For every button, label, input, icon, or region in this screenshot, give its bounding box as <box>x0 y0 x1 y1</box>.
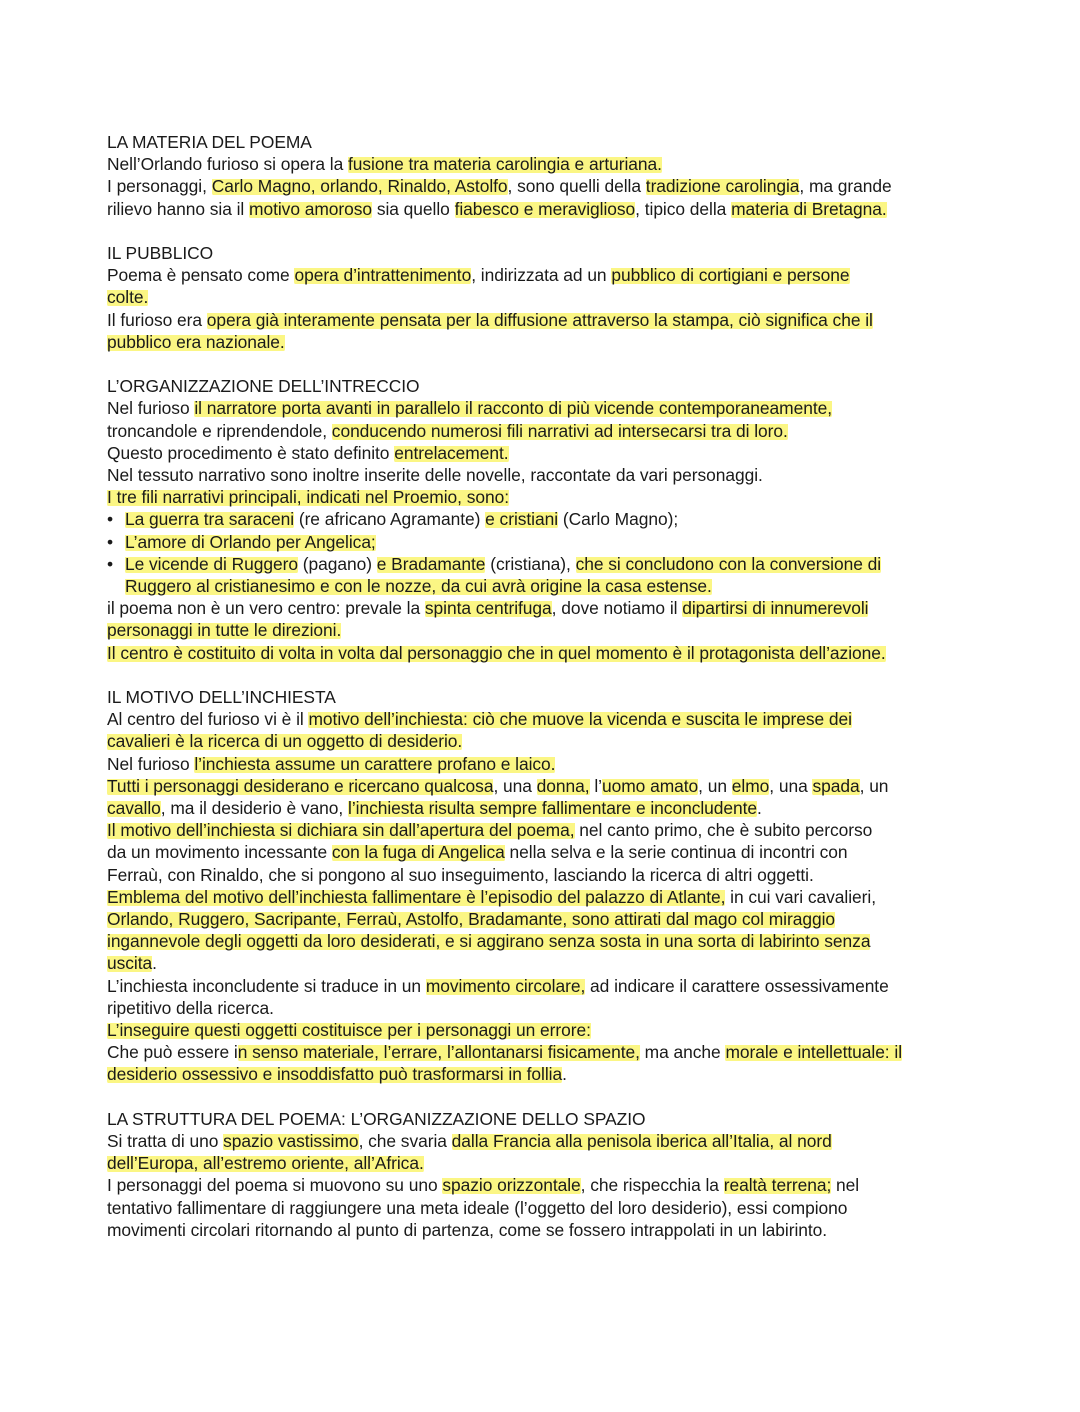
text-line <box>107 1152 987 1174</box>
highlighted-text: l’inchiesta risulta sempre fallimentare e inconcludente <box>348 798 758 819</box>
highlighted-text: Tutti i personaggi desiderano e ricercano qualcosa <box>107 775 494 796</box>
text-line <box>107 264 987 286</box>
text-line <box>107 1197 987 1219</box>
highlighted-text: Il motivo dell’inchiesta si dichiara sin dall’apertura del poema, <box>107 820 575 841</box>
text-line <box>107 753 987 775</box>
highlighted-text: I tre fili narrativi principali, indicati nel Proemio, sono: <box>107 487 509 508</box>
text-run: . <box>562 1064 567 1085</box>
text-run: , una <box>769 775 813 796</box>
text-run: nella selva e la serie continua di incontri con <box>504 842 848 863</box>
highlighted-text: opera già interamente pensata per la diffusione attraverso la stampa, ciò significa che il <box>206 309 873 330</box>
section-heading: L’ORGANIZZAZIONE DELL’INTRECCIO <box>107 376 420 397</box>
text-run: (cristiana), <box>485 553 576 574</box>
text-run: . <box>152 953 157 974</box>
text-line <box>107 775 987 797</box>
text-run: l’ <box>589 775 602 796</box>
highlighted-text: tradizione carolingia <box>645 176 800 197</box>
text-line <box>107 730 987 752</box>
highlighted-text: Carlo Magno, orlando, Rinaldo, Astolfo <box>211 176 508 197</box>
text-run: da un movimento incessante <box>107 842 332 863</box>
highlighted-text: che si concludono con la conversione di <box>575 553 882 574</box>
highlighted-text: conducendo numerosi fili narrativi ad intersecarsi tra di loro. <box>331 420 788 441</box>
text-line <box>107 997 987 1019</box>
text-run: , un <box>698 775 732 796</box>
text-line <box>107 708 987 730</box>
highlighted-text: dalla Francia alla penisola iberica all’Italia, al nord <box>451 1131 832 1152</box>
highlighted-text: Ruggero al cristianesimo e con le nozze, da cui avrà origine la casa estense. <box>125 576 712 597</box>
highlighted-text: cavalieri è la ricerca di un oggetto di desiderio. <box>107 731 463 752</box>
section-heading: LA MATERIA DEL POEMA <box>107 132 312 152</box>
highlighted-text: Le vicende di Ruggero <box>125 553 298 574</box>
bullet-item <box>107 553 987 575</box>
text-run: sia quello <box>372 198 455 219</box>
text-line <box>107 198 987 220</box>
section <box>107 686 987 1086</box>
text-line <box>107 420 987 442</box>
text-run: rilievo hanno sia il <box>107 198 250 219</box>
text-run: Che può essere i <box>107 1042 238 1063</box>
highlighted-text: pubblico di cortigiani e persone <box>611 265 850 286</box>
text-run: , che svaria <box>358 1131 452 1152</box>
text-run: , ma grande <box>799 176 892 197</box>
text-line <box>107 286 987 308</box>
text-run: , dove notiamo il <box>551 598 683 619</box>
highlighted-text: spazio vastissimo <box>223 1131 359 1152</box>
section-heading: LA STRUTTURA DEL POEMA: L’ORGANIZZAZIONE DELLO SPAZIO <box>107 1108 646 1129</box>
text-line <box>107 397 987 419</box>
highlighted-text: ingannevole degli oggetti da loro desiderati, e si aggirano senza sosta in una sorta di labirinto senza <box>107 931 871 952</box>
text-line <box>107 153 987 175</box>
text-run: , un <box>859 775 889 796</box>
text-run: Nell’Orlando furioso si opera la <box>107 154 348 175</box>
text-line <box>107 1174 987 1196</box>
highlighted-text: donna, <box>536 775 590 796</box>
section <box>107 375 987 664</box>
highlighted-text: realtà terrena; <box>723 1175 832 1196</box>
text-run: , che rispecchia la <box>580 1175 724 1196</box>
text-run: in cui vari cavalieri, <box>725 886 876 907</box>
text-run: nel <box>831 1175 860 1196</box>
text-run: Nel furioso <box>107 753 195 774</box>
text-run: Ferraù, con Rinaldo, che si pongono al suo inseguimento, lasciando la ricerca di altri oggetti. <box>107 864 814 885</box>
text-run: troncandole e riprendendole, <box>107 420 332 441</box>
text-line <box>107 331 987 353</box>
highlighted-text: spinta centrifuga <box>424 598 552 619</box>
text-line <box>107 819 987 841</box>
text-run: , tipico della <box>635 198 732 219</box>
text-run: Nel tessuto narrativo sono inoltre inserite delle novelle, raccontate da vari personaggi. <box>107 465 763 486</box>
text-line <box>107 952 987 974</box>
text-run: I personaggi, <box>107 176 212 197</box>
text-run: ma anche <box>639 1042 726 1063</box>
highlighted-text: e Bradamante <box>376 553 486 574</box>
bullet-item <box>107 508 987 530</box>
text-run: L’inchiesta inconcludente si traduce in un <box>107 975 426 996</box>
text-run: Nel furioso <box>107 398 195 419</box>
text-line <box>107 886 987 908</box>
highlighted-text: dell’Europa, all’estremo oriente, all’Africa. <box>107 1153 424 1174</box>
text-line <box>107 975 987 997</box>
highlighted-text: materia di Bretagna. <box>731 198 887 219</box>
text-run: , una <box>493 775 537 796</box>
highlighted-text: entrelacement. <box>394 442 509 463</box>
text-line <box>107 597 987 619</box>
text-run: . <box>757 798 762 819</box>
bullet-item <box>107 531 987 553</box>
highlighted-text: il narratore porta avanti in parallelo il racconto di più vicende contemporaneamente, <box>194 398 833 419</box>
highlighted-text: colte. <box>107 287 149 308</box>
highlighted-text: uscita <box>107 953 153 974</box>
highlighted-text: dipartirsi di innumerevoli <box>682 598 869 619</box>
highlighted-text: Orlando, Ruggero, Sacripante, Ferraù, Astolfo, Bradamante, sono attirati dal mago col miraggio <box>107 909 836 930</box>
text-line <box>107 1041 987 1063</box>
text-line <box>107 309 987 331</box>
highlighted-text: spazio orizzontale <box>442 1175 581 1196</box>
text-run: ad indicare il carattere ossessivamente <box>585 975 889 996</box>
highlighted-text: opera d’intrattenimento <box>294 265 472 286</box>
document-page <box>107 131 987 1263</box>
section <box>107 1108 987 1241</box>
highlighted-text: morale e intellettuale: il <box>725 1042 903 1063</box>
text-run: , indirizzata ad un <box>471 265 612 286</box>
text-run: Al centro del furioso vi è il <box>107 709 309 730</box>
highlighted-text: con la fuga di Angelica <box>331 842 505 863</box>
text-run: Questo procedimento è stato definito <box>107 442 395 463</box>
text-line <box>107 1019 987 1041</box>
text-run: , sono quelli della <box>507 176 646 197</box>
text-run: , ma il desiderio è vano, <box>160 798 348 819</box>
text-line <box>107 841 987 863</box>
highlighted-text: pubblico era nazionale. <box>107 331 285 352</box>
highlighted-text: n senso materiale, l’errare, l’allontanarsi fisicamente, <box>237 1042 640 1063</box>
text-line <box>107 486 987 508</box>
text-run: (re africano Agramante) <box>294 509 486 530</box>
highlighted-text: elmo <box>731 775 770 796</box>
highlighted-text: desiderio ossessivo e insoddisfatto può trasformarsi in follia <box>107 1064 563 1085</box>
text-line <box>107 1219 987 1241</box>
text-run: il poema non è un vero centro: prevale la <box>107 598 425 619</box>
text-run: Si tratta di uno <box>107 1131 224 1152</box>
highlighted-text: L’inseguire questi oggetti costituisce per i personaggi un errore: <box>107 1020 591 1041</box>
highlighted-text: motivo amoroso <box>249 198 373 219</box>
highlighted-text: spada <box>812 775 860 796</box>
highlighted-text: fusione tra materia carolingia e arturiana. <box>347 154 662 175</box>
text-run: Il furioso era <box>107 309 207 330</box>
highlighted-text: fiabesco e meraviglioso <box>454 198 636 219</box>
highlighted-text: La guerra tra saraceni <box>125 509 295 530</box>
highlighted-text: personaggi in tutte le direzioni. <box>107 620 342 641</box>
text-line <box>107 575 987 597</box>
text-run: (pagano) <box>297 553 377 574</box>
section <box>107 242 987 353</box>
text-run: I personaggi del poema si muovono su uno <box>107 1175 443 1196</box>
text-run: nel canto primo, che è subito percorso <box>574 820 873 841</box>
section <box>107 131 987 220</box>
highlighted-text: Il centro è costituito di volta in volta dal personaggio che in quel momento è il protagonista dell’azione. <box>107 642 886 663</box>
text-run: ripetitivo della ricerca. <box>107 997 274 1018</box>
text-line <box>107 908 987 930</box>
text-line <box>107 864 987 886</box>
text-line <box>107 442 987 464</box>
highlighted-text: L’amore di Orlando per Angelica; <box>125 531 376 552</box>
highlighted-text: motivo dell’inchiesta: ciò che muove la vicenda e suscita le imprese dei <box>308 709 852 730</box>
text-line <box>107 1130 987 1152</box>
text-line <box>107 175 987 197</box>
highlighted-text: uomo amato <box>602 775 699 796</box>
text-line <box>107 797 987 819</box>
highlighted-text: e cristiani <box>485 509 559 530</box>
text-run: Poema è pensato come <box>107 265 295 286</box>
text-line <box>107 619 987 641</box>
section-heading: IL PUBBLICO <box>107 243 214 263</box>
text-line <box>107 930 987 952</box>
text-run: movimenti circolari ritornando al punto di partenza, come se fossero intrappolati in un labirinto. <box>107 1219 828 1240</box>
text-line <box>107 464 987 486</box>
highlighted-text: cavallo <box>107 798 161 819</box>
text-run: (Carlo Magno); <box>558 509 679 530</box>
highlighted-text: l’inchiesta assume un carattere profano e laico. <box>194 753 556 774</box>
text-run: tentativo fallimentare di raggiungere una meta ideale (l’oggetto del loro desiderio), essi compiono <box>107 1197 848 1218</box>
text-line <box>107 1063 987 1085</box>
section-heading: IL MOTIVO DELL’INCHIESTA <box>107 687 336 708</box>
text-line <box>107 642 987 664</box>
highlighted-text: movimento circolare, <box>425 975 586 996</box>
highlighted-text: Emblema del motivo dell’inchiesta fallimentare è l’episodio del palazzo di Atlante, <box>107 886 726 907</box>
